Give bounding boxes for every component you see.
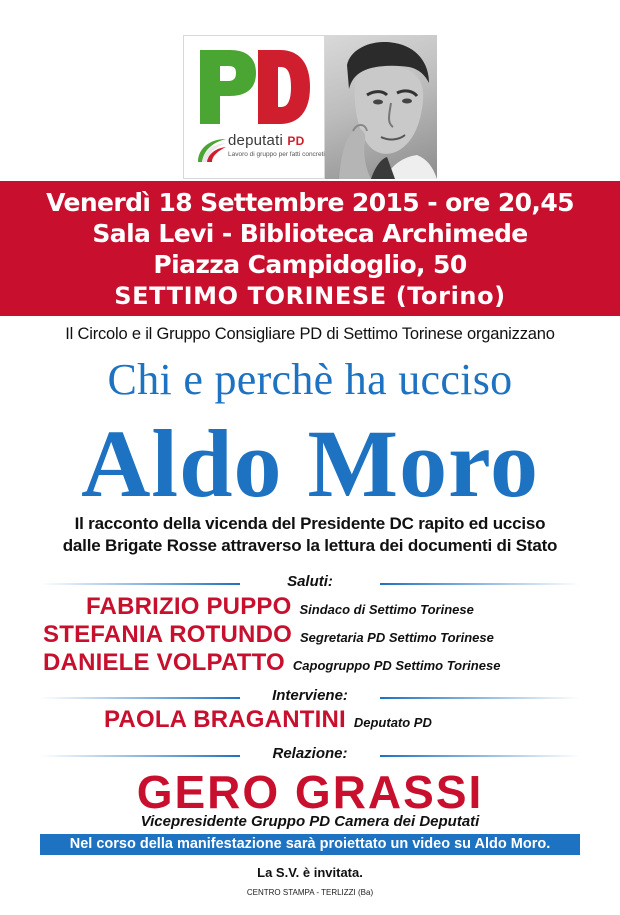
- deputati-row: [194, 132, 325, 172]
- speaker-row: [43, 621, 494, 649]
- printer-credit: CENTRO STAMPA - TERLIZZI (Ba): [246, 888, 374, 897]
- portrait-illustration: [325, 35, 437, 179]
- speaker-row: [104, 706, 432, 734]
- speaker-row: [86, 593, 474, 621]
- relazione-heading-label: Relazione:: [272, 745, 348, 762]
- tricolor-swoosh-icon: [194, 134, 228, 166]
- relazione-heading: [0, 745, 620, 765]
- event-city: SETTIMO TORINESE (Torino): [114, 282, 506, 310]
- invitation-line: La S.V. è invitata.: [257, 865, 363, 880]
- pd-logo-mark: [196, 44, 314, 130]
- saluti-heading-label: Saluti:: [287, 573, 333, 590]
- deputati-label: deputati PD: [228, 132, 305, 149]
- speaker-name: STEFANIA ROTUNDO: [43, 621, 292, 648]
- organizers-line: Il Circolo e il Gruppo Consigliare PD di Settimo Torinese organizzano: [65, 325, 555, 343]
- speaker-row: [43, 649, 500, 677]
- portrait-photo: [325, 35, 437, 179]
- speaker-role: Capogruppo PD Settimo Torinese: [292, 658, 501, 673]
- speaker-name: DANIELE VOLPATTO: [43, 649, 285, 676]
- poster-subtitle: Chi e perchè ha ucciso: [107, 355, 513, 404]
- keynote-speaker-role: Vicepresidente Gruppo PD Camera dei Deputati: [140, 813, 480, 830]
- interviene-heading: [0, 687, 620, 707]
- pd-logo: [183, 35, 325, 179]
- speaker-role: Deputato PD: [353, 715, 432, 730]
- event-date-time: Venerdì 18 Settembre 2015 - ore 20,45: [46, 188, 574, 217]
- description-line-1: Il racconto della vicenda del Presidente DC rapito ed ucciso: [74, 514, 546, 533]
- event-venue: Sala Levi - Biblioteca Archimede: [92, 219, 528, 248]
- speaker-name: PAOLA BRAGANTINI: [104, 706, 346, 733]
- poster-title: Aldo Moro: [81, 410, 539, 517]
- video-note-bar: Nel corso della manifestazione sarà proiettato un video su Aldo Moro.: [40, 834, 580, 855]
- saluti-heading: [0, 573, 620, 593]
- interviene-heading-label: Interviene:: [272, 687, 348, 704]
- keynote-speaker-name: GERO GRASSI: [136, 766, 484, 818]
- description-line-2: dalle Brigate Rosse attraverso la lettura dei documenti di Stato: [62, 536, 558, 555]
- event-address: Piazza Campidoglio, 50: [153, 250, 467, 279]
- deputati-tagline: Lavoro di gruppo per fatti concreti: [228, 151, 325, 158]
- speaker-name: FABRIZIO PUPPO: [86, 593, 292, 620]
- speaker-role: Sindaco di Settimo Torinese: [299, 602, 474, 617]
- speaker-role: Segretaria PD Settimo Torinese: [299, 630, 494, 645]
